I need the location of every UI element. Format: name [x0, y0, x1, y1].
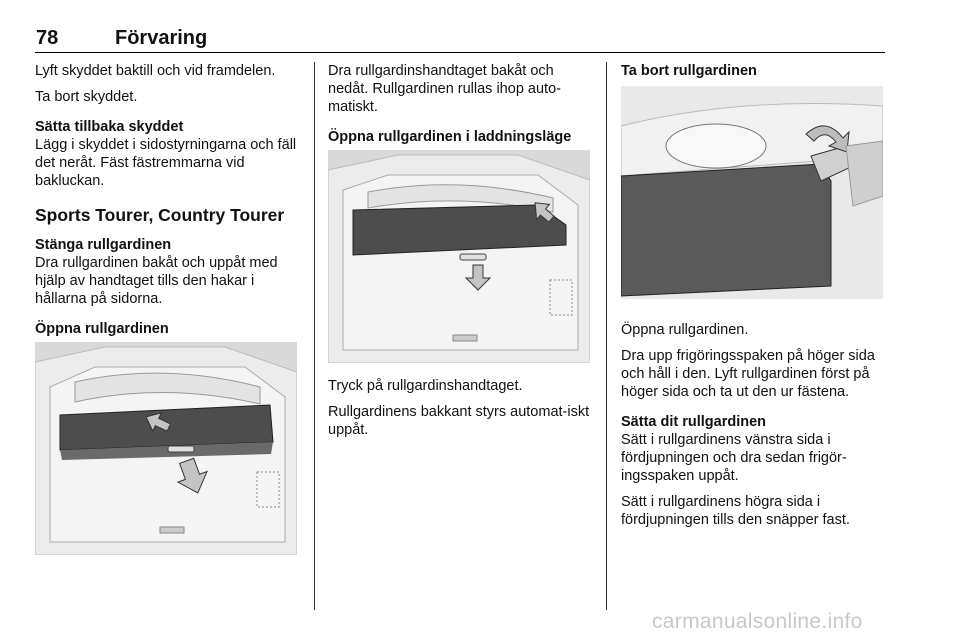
heading-load-position: Öppna rullgardinen i laddningsläge	[328, 129, 572, 145]
page-number: 78	[36, 27, 59, 49]
watermark: carmanualsonline.info	[652, 610, 863, 633]
illustration-remove-blind	[621, 86, 883, 299]
paragraph-lift-cover: Lyft skyddet baktill och vid framdelen.	[35, 63, 276, 79]
paragraph-insert-left: Sätt i rullgardinens vänstra sida i fördjupningen och dra sedan frigör-ingsspaken uppåt.	[621, 432, 847, 484]
paragraph-remove-cover: Ta bort skyddet.	[35, 89, 138, 105]
heading-refit-cover: Sätta tillbaka skyddet	[35, 119, 184, 135]
heading-remove-blind: Ta bort rullgardinen	[621, 63, 757, 79]
heading-open-blind: Öppna rullgardinen	[35, 321, 169, 337]
column-divider-2	[606, 62, 607, 610]
column-3	[621, 62, 889, 537]
paragraph-release-lever: Dra upp frigöringsspaken på höger sida och håll i den. Lyft rullgardinen först på höger sida och ta ut den ur fästena.	[621, 348, 875, 400]
paragraph-auto-raise: Rullgardinens bakkant styrs automat-iskt uppåt.	[328, 404, 590, 438]
illustration-open-blind	[35, 342, 297, 555]
heading-fit-blind: Sätta dit rullgardinen	[621, 414, 767, 430]
section-title: Sports Tourer, Country Tourer	[35, 205, 285, 225]
paragraph-pull-handle: Dra rullgardinshandtaget bakåt och nedåt. Rullgardinen rullas ihop auto-matiskt.	[328, 63, 561, 115]
heading-close-blind: Stänga rullgardinen	[35, 237, 172, 253]
column-1	[35, 62, 305, 569]
page-header	[35, 24, 885, 53]
column-divider-1	[314, 62, 315, 610]
illustration-load-position	[328, 150, 590, 363]
paragraph-close-blind: Dra rullgardinen bakåt och uppåt med hjälp av handtaget tills den hakar i hållarna på sidorna.	[35, 255, 278, 307]
paragraph-insert-right: Sätt i rullgardinens högra sida i fördjupningen tills den snäpper fast.	[621, 494, 850, 528]
paragraph-open-blind: Öppna rullgardinen.	[621, 322, 749, 338]
paragraph-refit-cover: Lägg i skyddet i sidostyrningarna och fäll det neråt. Fäst fästremmarna vid bakluckan.	[35, 137, 297, 189]
paragraph-press-handle: Tryck på rullgardinshandtaget.	[328, 378, 523, 394]
chapter-title: Förvaring	[115, 27, 208, 49]
column-2	[328, 62, 596, 447]
